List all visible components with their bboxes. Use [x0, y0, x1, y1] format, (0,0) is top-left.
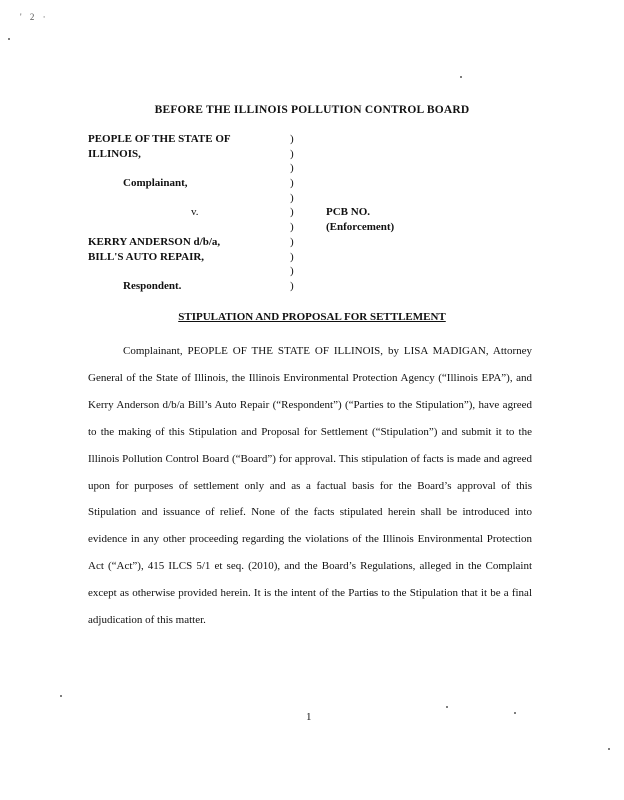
- body-paragraph: [88, 338, 532, 634]
- case-caption: [88, 132, 231, 294]
- respondent-name-line2: BILL'S AUTO REPAIR,: [88, 250, 205, 263]
- caption-paren: ): [290, 162, 294, 175]
- versus-label: v.: [191, 206, 199, 219]
- caption-parenthesis-column: [290, 132, 294, 294]
- respondent-name-line1: KERRY ANDERSON d/b/a,: [88, 235, 221, 248]
- caption-paren: ): [290, 250, 294, 263]
- document-subtitle: STIPULATION AND PROPOSAL FOR SETTLEMENT: [178, 311, 446, 323]
- case-info: [326, 205, 394, 234]
- scan-corner-mark: ' 2 ·: [20, 12, 49, 22]
- caption-paren: ): [290, 147, 294, 160]
- scan-speck: [8, 38, 10, 40]
- document-title: BEFORE THE ILLINOIS POLLUTION CONTROL BOARD: [154, 104, 470, 116]
- caption-paren: ): [290, 206, 294, 219]
- complainant-role: Complainant,: [123, 177, 188, 190]
- scan-speck: [446, 706, 448, 708]
- caption-paren: ): [290, 279, 294, 292]
- scan-speck: [514, 712, 516, 714]
- respondent-role: Respondent.: [123, 279, 182, 292]
- caption-paren: ): [290, 221, 294, 234]
- complainant-name-line1: PEOPLE OF THE STATE OF: [88, 133, 231, 145]
- caption-paren: ): [290, 177, 294, 190]
- case-type: (Enforcement): [326, 220, 395, 233]
- body-paragraph-text: Complainant, PEOPLE OF THE STATE OF ILLINOIS, by LISA MADIGAN, Attorney General of the State of Illinois, the Illinois Environmental Protection Agency (“Illinois EPA”), and Kerry Anderson d/b/a Bill’s Auto Repair (“Respondent”) (“Parties to the Stipulation”), have agreed to the making of this Stipulation and Proposal for Settlement (“Stipulation”) and submit it to the Illinois Pollution Control Board (“Board”) for approval. This stipulation of facts is made and agreed upon for purposes of settlement only and as a factual basis for the Board’s approval of this Stipulation and issuance of relief. None of the facts stipulated herein shall be introduced into evidence in any other proceeding regarding the violations of the Illinois Environmental Protection Act (“Act”), 415 ILCS 5/1 et seq. (2010), and the Board’s Regulations, alleged in the Complaint except as otherwise provided herein. It is the intent of the Parties to the Stipulation that it be a final adjudication of this matter.: [88, 345, 532, 627]
- complainant-name-line2: ILLINOIS,: [88, 147, 141, 160]
- case-number-label: PCB NO.: [326, 206, 370, 218]
- scan-speck: [460, 76, 462, 78]
- page-number: 1: [306, 711, 312, 723]
- caption-paren: ): [290, 265, 294, 278]
- caption-paren: ): [290, 191, 294, 204]
- scan-speck: [60, 695, 62, 697]
- scan-speck: [608, 748, 610, 750]
- caption-paren: ): [290, 133, 294, 145]
- caption-paren: ): [290, 235, 294, 248]
